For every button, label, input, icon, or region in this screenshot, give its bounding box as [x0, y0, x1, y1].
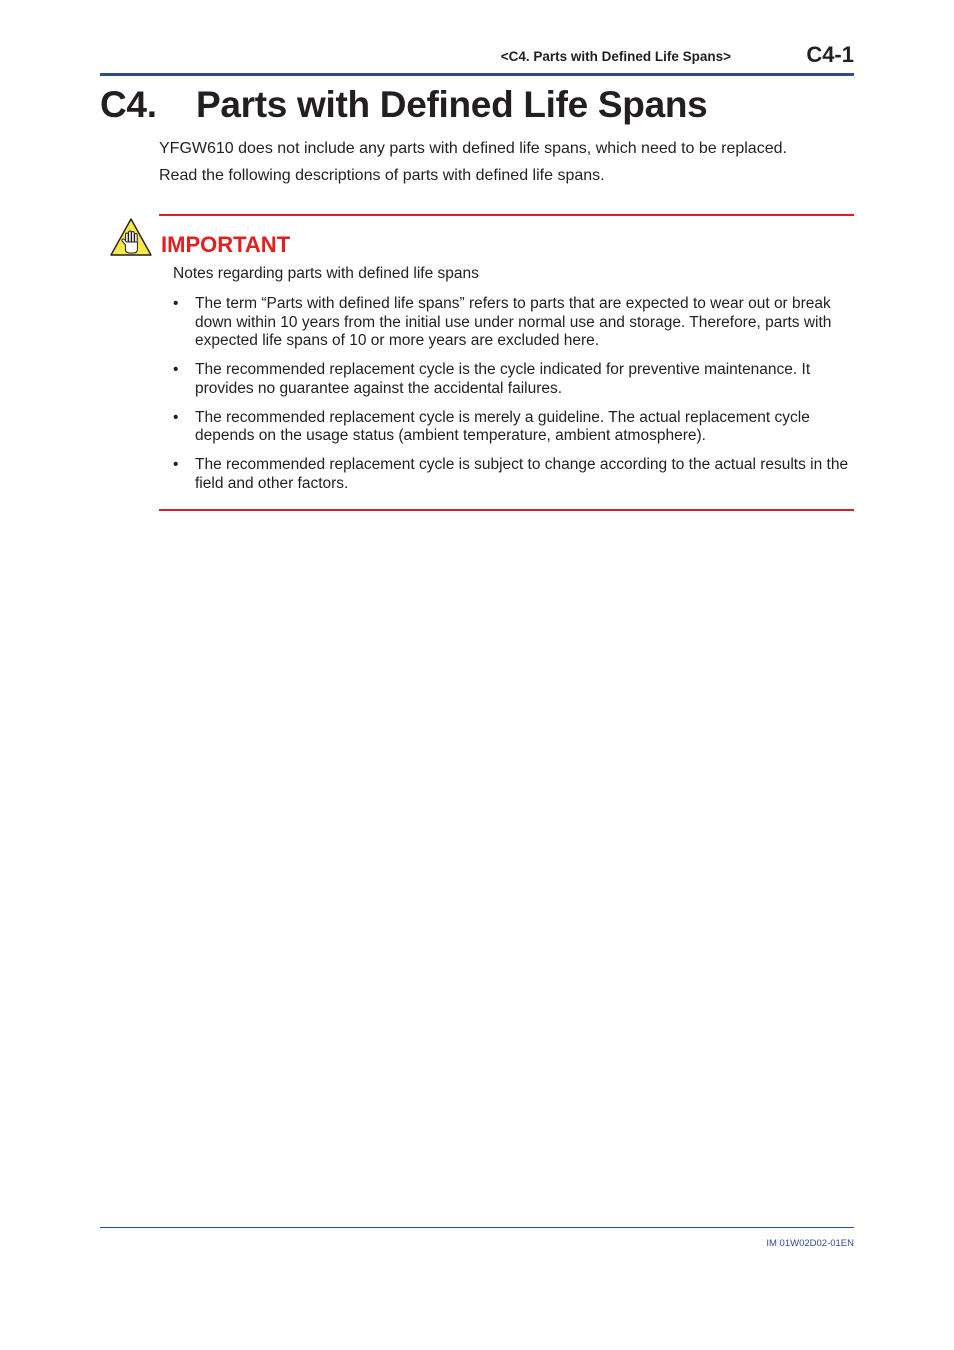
list-item: [173, 409, 854, 446]
footer-divider: [100, 1227, 854, 1228]
header-divider: [100, 73, 854, 76]
important-label: IMPORTANT: [161, 232, 291, 257]
important-heading: Notes regarding parts with defined life spans: [173, 265, 479, 282]
list-item-text: The term “Parts with defined life spans” refers to parts that are expected to wear out or break down within 10 years from the initial use under normal use and storage. Therefore, parts with expected life spans of 10 or more years are excluded here.: [195, 295, 832, 349]
running-header: [100, 44, 854, 70]
bullet-marker: •: [173, 456, 179, 473]
intro-paragraph: YFGW610 does not include any parts with defined life spans, which need to be replaced.: [159, 140, 787, 157]
chapter-number: C4.: [100, 84, 157, 125]
important-bullet-list: [173, 295, 854, 504]
hand-warning-icon: [110, 218, 152, 256]
document-id: IM 01W02D02-01EN: [766, 1238, 854, 1249]
bullet-marker: •: [173, 295, 179, 312]
page-number: C4-1: [806, 42, 854, 67]
list-item-text: The recommended replacement cycle is merely a guideline. The actual replacement cycle depends on the usage status (ambient temperature, ambient atmosphere).: [195, 408, 810, 444]
bullet-marker: •: [173, 361, 179, 378]
list-item-text: The recommended replacement cycle is the cycle indicated for preventive maintenance. It provides no guarantee against the accidental failures.: [195, 361, 811, 397]
list-item: [173, 456, 854, 493]
bullet-marker: •: [173, 408, 179, 426]
important-top-rule: [159, 214, 854, 216]
list-item: [173, 361, 854, 398]
running-title: <C4. Parts with Defined Life Spans>: [500, 49, 731, 64]
important-bottom-rule: [159, 509, 854, 511]
chapter-title-text: Parts with Defined Life Spans: [196, 84, 708, 125]
list-item-text: The recommended replacement cycle is subject to change according to the actual results in the field and other factors.: [195, 456, 849, 492]
chapter-title: [100, 84, 707, 126]
intro-paragraph: Read the following descriptions of parts with defined life spans.: [159, 167, 605, 184]
list-item: [173, 295, 854, 351]
